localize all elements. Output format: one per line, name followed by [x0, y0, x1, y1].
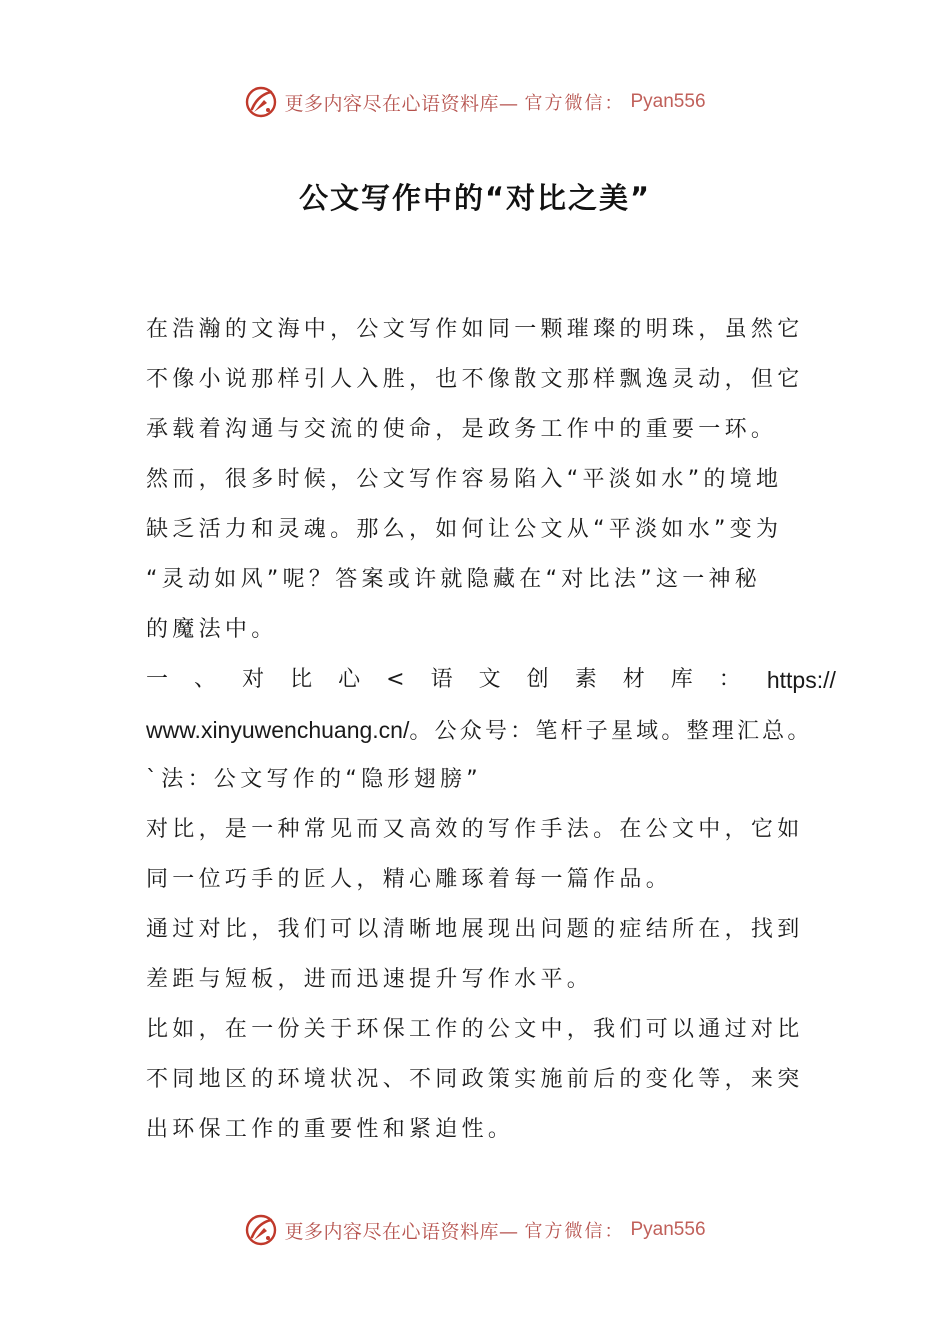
paragraph-line: 然而，很多时候，公文写作容易陷入“平淡如水”的境地	[146, 467, 783, 492]
watermark-text: 更多内容尽在心语资料库—	[284, 1220, 519, 1243]
url-link[interactable]: www.xinyuwenchuang.cn/	[146, 717, 410, 743]
url-link-start[interactable]: https://	[766, 667, 836, 693]
paragraph-line: 差距与短板，进而迅速提升写作水平。	[146, 967, 594, 992]
watermark-wx-id: Pyan556	[630, 1219, 706, 1240]
header-watermark	[0, 82, 950, 122]
heading-char: 文	[478, 667, 501, 692]
document-body	[146, 305, 836, 1155]
heading-char: 一	[146, 667, 169, 692]
watermark-wx-id: Pyan556	[630, 91, 706, 112]
paragraph-line: 通过对比，我们可以清晰地展现出问题的症结所在，找到	[146, 917, 804, 942]
paragraph-line: 比如，在一份关于环保工作的公文中，我们可以通过对比	[146, 1017, 804, 1042]
heading-char: 创	[526, 667, 549, 692]
paragraph-line: 出环保工作的重要性和紧迫性。	[146, 1117, 515, 1142]
paragraph-line: 承载着沟通与交流的使命，是政务工作中的重要一环。	[146, 417, 778, 442]
paragraph-line: 的魔法中。	[146, 617, 278, 642]
heading-char: 语	[430, 667, 453, 692]
heading-char: 库	[670, 667, 693, 692]
paragraph-line: 不同地区的环境状况、不同政策实施前后的变化等，来突	[146, 1067, 804, 1092]
url-line	[146, 705, 836, 755]
heading-char: <	[386, 667, 405, 692]
heading-char: 素	[574, 667, 597, 692]
paragraph-line: “灵动如风”呢？答案或许就隐藏在“对比法”这一神秘	[146, 567, 762, 592]
pen-logo-icon	[244, 1213, 278, 1247]
watermark-wx-label: 官方微信：	[524, 93, 625, 114]
section-heading-line	[146, 655, 836, 705]
heading-char: 心	[338, 667, 361, 692]
heading-char: ：	[718, 667, 741, 692]
url-line-rest: 。公众号：笔杆子星域。整理汇总。	[409, 719, 813, 744]
paragraph-line: 对比，是一种常见而又高效的写作手法。在公文中，它如	[146, 817, 804, 842]
watermark-wx-label: 官方微信：	[524, 1221, 625, 1242]
heading-char: 对	[242, 667, 265, 692]
watermark-text: 更多内容尽在心语资料库—	[284, 92, 519, 115]
footer-watermark	[0, 1210, 950, 1250]
heading-char: 比	[290, 667, 313, 692]
paragraph-line: 同一位巧手的匠人，精心雕琢着每一篇作品。	[146, 867, 673, 892]
paragraph-line: 在浩瀚的文海中，公文写作如同一颗璀璨的明珠，虽然它	[146, 317, 804, 342]
pen-logo-icon	[244, 85, 278, 119]
heading-char: 材	[622, 667, 645, 692]
paragraph-line: 不像小说那样引人入胜，也不像散文那样飘逸灵动，但它	[146, 367, 804, 392]
paragraph-line: 缺乏活力和灵魂。那么，如何让公文从“平淡如水”变为	[146, 517, 783, 542]
paragraph-line: `法：公文写作的“隐形翅膀”	[146, 767, 482, 792]
heading-char: 、	[194, 667, 217, 692]
document-title: 公文写作中的“对比之美”	[298, 181, 652, 215]
